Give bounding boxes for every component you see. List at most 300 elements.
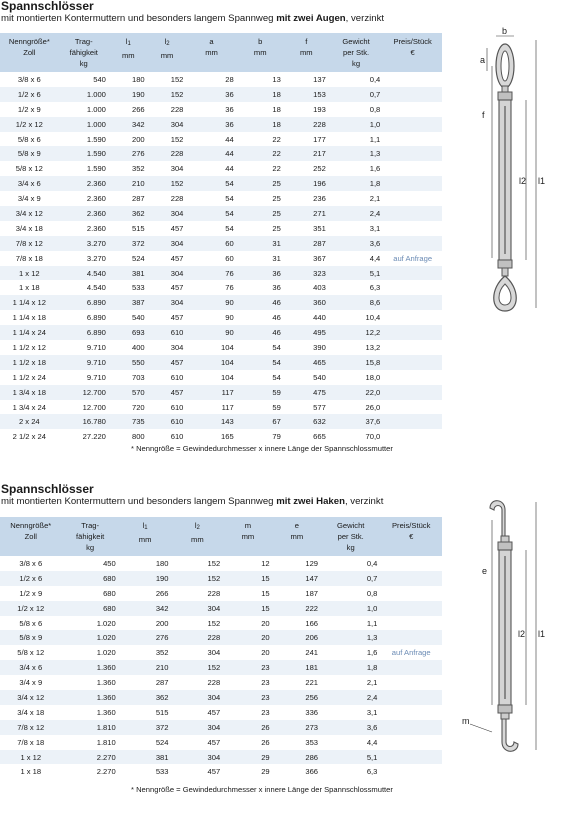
table-row <box>0 385 442 400</box>
column-header: b mm <box>237 33 284 72</box>
column-header: l2 mm <box>172 517 224 556</box>
table-cell: 22,0 <box>329 385 383 400</box>
table-cell: 152 <box>148 87 187 102</box>
table-cell: 36 <box>186 102 236 117</box>
table-cell: 137 <box>284 72 329 87</box>
table-cell: 266 <box>119 586 172 601</box>
table-cell: 210 <box>109 176 148 191</box>
table-cell: 0,7 <box>321 571 380 586</box>
price-cell <box>383 325 442 340</box>
table-cell: 1.360 <box>62 660 119 675</box>
table-cell: 104 <box>186 340 236 355</box>
table-row <box>0 601 442 616</box>
table-cell: 76 <box>186 280 236 295</box>
table-cell: 27.220 <box>59 429 109 444</box>
table-cell: 4.540 <box>59 280 109 295</box>
table-cell: 1 x 12 <box>0 266 59 281</box>
table-cell: 3.270 <box>59 251 109 266</box>
table-cell: 1,6 <box>321 645 380 660</box>
table-cell: 304 <box>172 601 224 616</box>
price-cell <box>383 87 442 102</box>
table-row <box>0 720 442 735</box>
table-cell: 193 <box>284 102 329 117</box>
table-cell: 0,8 <box>321 586 380 601</box>
column-header: m mm <box>223 517 272 556</box>
table-cell: 177 <box>284 132 329 147</box>
table-cell: 12 <box>223 556 272 571</box>
table-cell: 495 <box>284 325 329 340</box>
table-cell: 352 <box>119 645 172 660</box>
table-cell: 59 <box>237 400 284 415</box>
table-cell: 3/8 x 6 <box>0 72 59 87</box>
table-cell: 1,1 <box>329 132 383 147</box>
table-cell: 187 <box>273 586 321 601</box>
price-cell <box>383 146 442 161</box>
table-cell: 1 1/2 x 18 <box>0 355 59 370</box>
table-cell: 104 <box>186 355 236 370</box>
table-cell: 1.020 <box>62 630 119 645</box>
table-cell: 304 <box>172 720 224 735</box>
table-cell: 3,6 <box>329 236 383 251</box>
table-cell: 304 <box>148 236 187 251</box>
column-header: Nenngröße* Zoll <box>0 517 62 556</box>
table-cell: 12,2 <box>329 325 383 340</box>
dim-label-a: a <box>480 55 486 65</box>
table-cell: 3/4 x 12 <box>0 690 62 705</box>
table-cell: 3/4 x 6 <box>0 176 59 191</box>
table-cell: 1.000 <box>59 117 109 132</box>
table-cell: 352 <box>109 161 148 176</box>
column-header: a mm <box>186 33 236 72</box>
table-row <box>0 571 442 586</box>
price-cell <box>383 385 442 400</box>
table-cell: 217 <box>284 146 329 161</box>
table-cell: 693 <box>109 325 148 340</box>
table-cell: 200 <box>119 616 172 631</box>
table-cell: 610 <box>148 400 187 415</box>
table-cell: 1,1 <box>321 616 380 631</box>
table-cell: 533 <box>119 764 172 779</box>
table-cell: 1 1/4 x 12 <box>0 295 59 310</box>
column-header: l2 mm <box>148 33 187 72</box>
table-cell: 1.020 <box>62 616 119 631</box>
table-cell: 2,4 <box>321 690 380 705</box>
table-cell: 6.890 <box>59 325 109 340</box>
table-cell: 4,4 <box>329 251 383 266</box>
table-cell: 252 <box>284 161 329 176</box>
table-cell: 1 x 12 <box>0 750 62 765</box>
table-cell: 381 <box>109 266 148 281</box>
table-cell: 450 <box>62 556 119 571</box>
table-cell: 18 <box>237 87 284 102</box>
table-cell: 1,0 <box>321 601 380 616</box>
table-cell: 1,3 <box>329 146 383 161</box>
price-cell <box>383 102 442 117</box>
table-row <box>0 295 442 310</box>
table-cell: 533 <box>109 280 148 295</box>
table-cell: 54 <box>186 191 236 206</box>
price-cell <box>383 72 442 87</box>
column-header: l1 mm <box>119 517 172 556</box>
table-cell: 610 <box>148 429 187 444</box>
column-header: Trag- fähigkeit kg <box>59 33 109 72</box>
table-cell: 228 <box>172 586 224 601</box>
table-cell: 181 <box>273 660 321 675</box>
table-cell: 22 <box>237 146 284 161</box>
table-cell: 287 <box>119 675 172 690</box>
table-cell: 403 <box>284 280 329 295</box>
section-eye-eye <box>0 0 384 25</box>
table-cell: 44 <box>186 146 236 161</box>
price-cell <box>383 236 442 251</box>
table-cell: 0,8 <box>329 102 383 117</box>
table-cell: 236 <box>284 191 329 206</box>
lock-nut <box>498 542 512 550</box>
table-cell: 117 <box>186 385 236 400</box>
table-cell: 104 <box>186 370 236 385</box>
table-cell: 457 <box>172 705 224 720</box>
table-row <box>0 675 442 690</box>
price-cell <box>383 191 442 206</box>
price-cell <box>383 206 442 221</box>
table-cell: 372 <box>119 720 172 735</box>
table-row <box>0 310 442 325</box>
table-cell: 800 <box>109 429 148 444</box>
table-cell: 367 <box>284 251 329 266</box>
table-cell: 1/2 x 9 <box>0 586 62 601</box>
price-cell <box>383 221 442 236</box>
price-cell <box>383 414 442 429</box>
table-cell: 550 <box>109 355 148 370</box>
price-cell <box>380 571 442 586</box>
table-cell: 323 <box>284 266 329 281</box>
table-cell: 44 <box>186 132 236 147</box>
table-cell: 152 <box>172 660 224 675</box>
table-cell: 46 <box>237 295 284 310</box>
table-cell: 15 <box>223 586 272 601</box>
section-title: Spannschlösser <box>1 0 94 13</box>
price-cell <box>380 556 442 571</box>
table-cell: 703 <box>109 370 148 385</box>
table-cell: 228 <box>172 630 224 645</box>
table-cell: 15,8 <box>329 355 383 370</box>
table-cell: 36 <box>186 87 236 102</box>
table-cell: 228 <box>148 146 187 161</box>
table-row <box>0 161 442 176</box>
table-cell: 440 <box>284 310 329 325</box>
table-cell: 12.700 <box>59 385 109 400</box>
table-cell: 5/8 x 6 <box>0 616 62 631</box>
table-row <box>0 206 442 221</box>
table-cell: 67 <box>237 414 284 429</box>
table-cell: 304 <box>172 690 224 705</box>
table-cell: 387 <box>109 295 148 310</box>
table-cell: 36 <box>237 266 284 281</box>
table-cell: 5/8 x 12 <box>0 645 62 660</box>
price-cell <box>383 117 442 132</box>
table-cell: 1.810 <box>62 735 119 750</box>
table-cell: 342 <box>109 117 148 132</box>
table-row <box>0 645 442 660</box>
table-cell: 26 <box>223 720 272 735</box>
table-cell: 1,8 <box>321 660 380 675</box>
price-cell <box>383 370 442 385</box>
table-cell: 46 <box>237 325 284 340</box>
table-cell: 336 <box>273 705 321 720</box>
column-header: f mm <box>284 33 329 72</box>
table-cell: 13 <box>237 72 284 87</box>
table-cell: 304 <box>172 645 224 660</box>
table-row <box>0 355 442 370</box>
table-row <box>0 556 442 571</box>
table-cell: 20 <box>223 645 272 660</box>
column-header: e mm <box>273 517 321 556</box>
table-row <box>0 117 442 132</box>
table-cell: 1.360 <box>62 690 119 705</box>
table-cell: 3/4 x 9 <box>0 191 59 206</box>
table-cell: 153 <box>284 87 329 102</box>
table-cell: 0,7 <box>329 87 383 102</box>
table-cell: 1.020 <box>62 645 119 660</box>
table-cell: 18 <box>237 117 284 132</box>
table-cell: 129 <box>273 556 321 571</box>
table-row <box>0 221 442 236</box>
table-cell: 23 <box>223 690 272 705</box>
table-cell: 3,1 <box>321 705 380 720</box>
table-cell: 25 <box>237 206 284 221</box>
column-header: Gewicht per Stk. kg <box>321 517 380 556</box>
table-cell: 54 <box>237 355 284 370</box>
table-cell: 2 1/2 x 24 <box>0 429 59 444</box>
table-cell: 12.700 <box>59 400 109 415</box>
table-row <box>0 102 442 117</box>
table-cell: 1/2 x 12 <box>0 601 62 616</box>
table-cell: 1 1/2 x 12 <box>0 340 59 355</box>
dim-label-l1: l1 <box>538 176 546 186</box>
table-cell: 372 <box>109 236 148 251</box>
table-row <box>0 690 442 705</box>
table-cell: 228 <box>148 191 187 206</box>
column-header: Trag- fähigkeit kg <box>62 517 119 556</box>
table-cell: 515 <box>119 705 172 720</box>
table-row <box>0 370 442 385</box>
table-cell: 276 <box>119 630 172 645</box>
table-cell: 271 <box>284 206 329 221</box>
table-cell: 4,4 <box>321 735 380 750</box>
table-cell: 166 <box>273 616 321 631</box>
table-cell: 8,6 <box>329 295 383 310</box>
table-cell: 304 <box>148 117 187 132</box>
table-cell: 152 <box>148 176 187 191</box>
table-cell: 228 <box>284 117 329 132</box>
price-cell: auf Anfrage <box>383 251 442 266</box>
table-cell: 228 <box>172 675 224 690</box>
price-cell <box>380 660 442 675</box>
table-cell: 206 <box>273 630 321 645</box>
table-row <box>0 429 442 444</box>
column-header: l1 mm <box>109 33 148 72</box>
table-cell: 46 <box>237 310 284 325</box>
bottom-hook <box>502 719 518 751</box>
footnote: * Nenngröße = Gewindedurchmesser x innere Länge der Spannschlossmutter <box>131 785 393 794</box>
table-row <box>0 340 442 355</box>
table-cell: 76 <box>186 266 236 281</box>
table-cell: 680 <box>62 586 119 601</box>
table-row <box>0 660 442 675</box>
price-cell <box>380 690 442 705</box>
price-cell <box>383 429 442 444</box>
table-cell: 287 <box>109 191 148 206</box>
dim-label-l2: l2 <box>518 629 526 639</box>
table-cell: 400 <box>109 340 148 355</box>
column-header: Gewicht per Stk. kg <box>329 33 383 72</box>
column-header: Preis/Stück € <box>383 33 442 72</box>
table-cell: 15 <box>223 601 272 616</box>
table-cell: 0,4 <box>329 72 383 87</box>
table-cell: 90 <box>186 325 236 340</box>
price-cell <box>383 340 442 355</box>
table-cell: 143 <box>186 414 236 429</box>
footnote: * Nenngröße = Gewindedurchmesser x innere Länge der Spannschlossmutter <box>131 444 393 453</box>
table-cell: 457 <box>148 355 187 370</box>
table-cell: 465 <box>284 355 329 370</box>
table-cell: 366 <box>273 764 321 779</box>
table-cell: 3/4 x 18 <box>0 705 62 720</box>
table-cell: 1 x 18 <box>0 764 62 779</box>
table-cell: 2,1 <box>321 675 380 690</box>
table-cell: 2.270 <box>62 764 119 779</box>
table-cell: 5/8 x 6 <box>0 132 59 147</box>
table-cell: 457 <box>148 280 187 295</box>
table-cell: 1/2 x 6 <box>0 87 59 102</box>
table-cell: 304 <box>148 340 187 355</box>
table-cell: 180 <box>109 72 148 87</box>
price-cell <box>380 630 442 645</box>
table-cell: 1 3/4 x 18 <box>0 385 59 400</box>
table-cell: 117 <box>186 400 236 415</box>
table-cell: 351 <box>284 221 329 236</box>
table-cell: 6.890 <box>59 295 109 310</box>
table-cell: 304 <box>172 750 224 765</box>
section-subtitle: mit montierten Kontermuttern und besonders langem Spannweg mit zwei Augen, verzinkt <box>1 13 385 24</box>
spec-table-eye-eye <box>0 33 442 444</box>
table-cell: 276 <box>109 146 148 161</box>
table-cell: 29 <box>223 764 272 779</box>
table-cell: 362 <box>109 206 148 221</box>
table-cell: 304 <box>148 266 187 281</box>
table-cell: 7/8 x 12 <box>0 720 62 735</box>
turnbuckle-hook-hook-drawing <box>462 492 557 757</box>
table-cell: 720 <box>109 400 148 415</box>
price-cell <box>380 705 442 720</box>
table-cell: 5/8 x 12 <box>0 161 59 176</box>
table-cell: 90 <box>186 295 236 310</box>
table-cell: 381 <box>119 750 172 765</box>
table-cell: 23 <box>223 705 272 720</box>
table-cell: 390 <box>284 340 329 355</box>
price-cell: auf Anfrage <box>380 645 442 660</box>
column-header: Nenngröße* Zoll <box>0 33 59 72</box>
table-cell: 20 <box>223 630 272 645</box>
table-cell: 2.360 <box>59 221 109 236</box>
table-cell: 1.000 <box>59 87 109 102</box>
table-cell: 210 <box>119 660 172 675</box>
table-cell: 2,4 <box>329 206 383 221</box>
table-cell: 2.270 <box>62 750 119 765</box>
table-cell: 5,1 <box>321 750 380 765</box>
table-cell: 25 <box>237 191 284 206</box>
table-row <box>0 616 442 631</box>
table-cell: 457 <box>148 385 187 400</box>
table-cell: 286 <box>273 750 321 765</box>
table-cell: 1/2 x 6 <box>0 571 62 586</box>
table-row <box>0 325 442 340</box>
price-cell <box>380 750 442 765</box>
table-cell: 1,0 <box>329 117 383 132</box>
price-cell <box>383 280 442 295</box>
table-cell: 54 <box>186 206 236 221</box>
table-cell: 1 3/4 x 24 <box>0 400 59 415</box>
table-cell: 152 <box>148 132 187 147</box>
table-cell: 9.710 <box>59 340 109 355</box>
table-cell: 60 <box>186 236 236 251</box>
table-row <box>0 132 442 147</box>
table-cell: 1.360 <box>62 705 119 720</box>
table-cell: 7/8 x 18 <box>0 735 62 750</box>
section-hook-hook <box>0 483 383 508</box>
table-cell: 457 <box>148 251 187 266</box>
table-cell: 1 1/4 x 24 <box>0 325 59 340</box>
table-row <box>0 630 442 645</box>
table-cell: 610 <box>148 325 187 340</box>
table-cell: 152 <box>172 616 224 631</box>
table-cell: 9.710 <box>59 370 109 385</box>
table-cell: 0,4 <box>321 556 380 571</box>
table-cell: 1/2 x 9 <box>0 102 59 117</box>
table-cell: 22 <box>237 132 284 147</box>
table-row <box>0 735 442 750</box>
table-cell: 256 <box>273 690 321 705</box>
table-cell: 665 <box>284 429 329 444</box>
table-cell: 1,8 <box>329 176 383 191</box>
table-cell: 7/8 x 18 <box>0 251 59 266</box>
dim-label-m: m <box>462 716 470 726</box>
table-cell: 735 <box>109 414 148 429</box>
table-cell: 221 <box>273 675 321 690</box>
table-cell: 2 x 24 <box>0 414 59 429</box>
price-cell <box>380 616 442 631</box>
price-cell <box>383 161 442 176</box>
table-row <box>0 705 442 720</box>
turnbuckle-eye-eye-drawing <box>462 26 557 326</box>
price-cell <box>380 675 442 690</box>
table-cell: 1.590 <box>59 132 109 147</box>
table-cell: 540 <box>284 370 329 385</box>
table-cell: 1 x 18 <box>0 280 59 295</box>
table-cell: 457 <box>148 221 187 236</box>
table-cell: 2,1 <box>329 191 383 206</box>
table-cell: 3/4 x 18 <box>0 221 59 236</box>
table-cell: 54 <box>186 176 236 191</box>
table-cell: 2.360 <box>59 176 109 191</box>
table-cell: 273 <box>273 720 321 735</box>
table-cell: 3/4 x 9 <box>0 675 62 690</box>
table-cell: 610 <box>148 414 187 429</box>
spec-table-hook-hook <box>0 517 442 779</box>
table-header-row <box>0 517 442 556</box>
price-cell <box>380 764 442 779</box>
table-cell: 9.710 <box>59 355 109 370</box>
